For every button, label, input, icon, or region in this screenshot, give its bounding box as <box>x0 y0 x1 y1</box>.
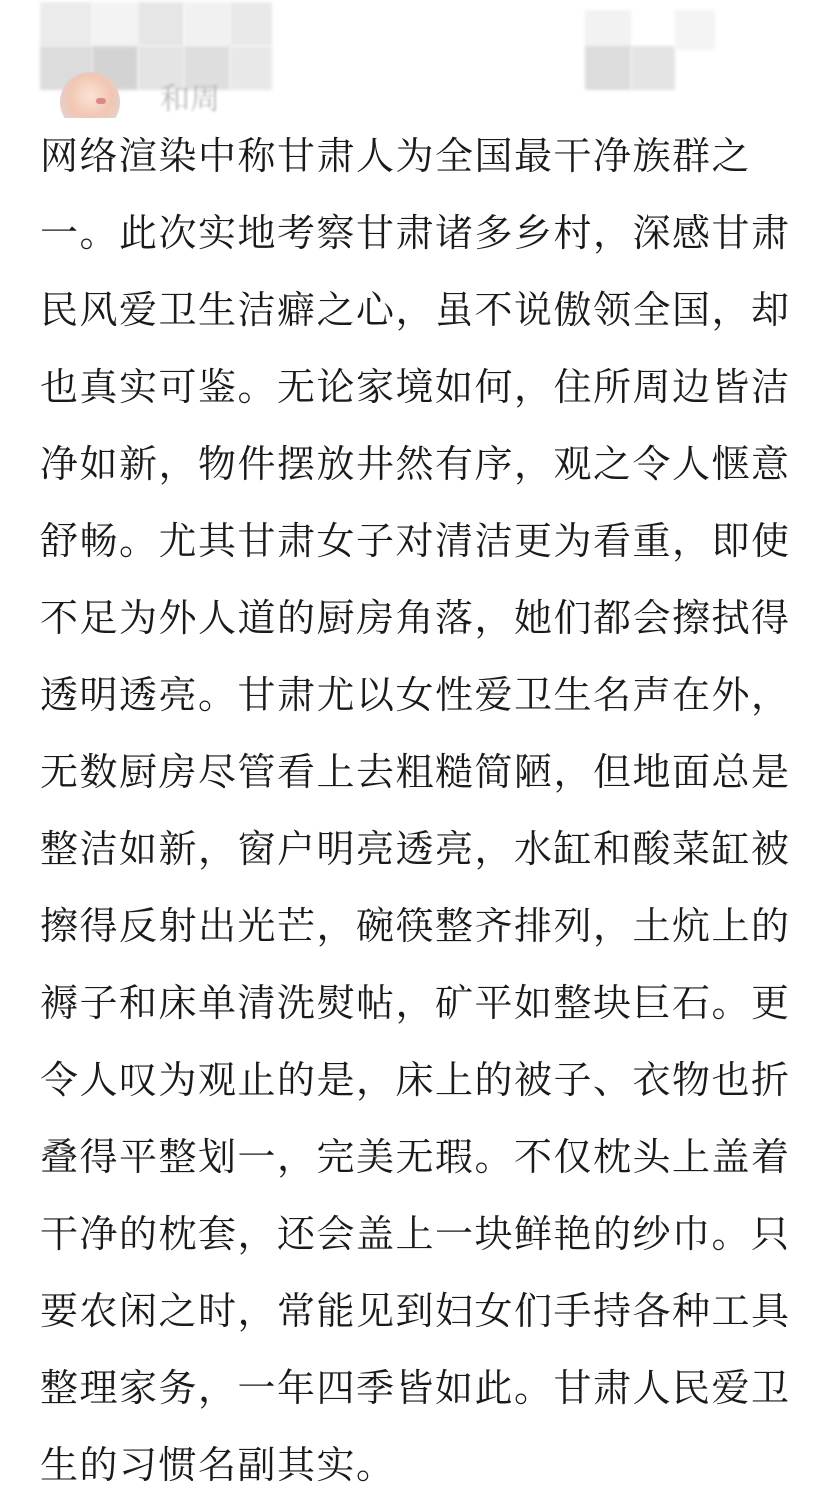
mosaic-block <box>585 46 631 90</box>
avatar-detail <box>96 98 106 104</box>
mosaic-block <box>230 46 272 90</box>
mosaic-block <box>92 2 138 46</box>
mosaic-block <box>184 2 230 46</box>
mosaic-block <box>675 10 715 50</box>
author-name[interactable]: 和周 <box>160 82 220 117</box>
post-body-text: 网络渲染中称甘肃人为全国最干净族群之一。此次实地考察甘肃诸多乡村，深感甘肃民风爱卫生洁癖之心，虽不说傲领全国，却也真实可鉴。无论家境如何，住所周边皆洁净如新，物件摆放井然有序，观之令人惬意舒畅。尤其甘肃女子对清洁更为看重，即使不足为外人道的厨房角落，她们都会擦拭得透明透亮。甘肃尤以女性爱卫生名声在外，无数厨房尽管看上去粗糙简陋，但地面总是整洁如新，窗户明亮透亮，水缸和酸菜缸被擦得反射出光芒，碗筷整齐排列，土炕上的褥子和床单清洗熨帖，矿平如整块巨石。更令人叹为观止的是，床上的被子、衣物也折叠得平整划一，完美无瑕。不仅枕头上盖着干净的枕套，还会盖上一块鲜艳的纱巾。只要农闲之时，常能见到妇女们手持各种工具整理家务，一年四季皆如此。甘肃人民爱卫生的习惯名副其实。 <box>40 134 791 1487</box>
mosaic-block <box>585 10 631 50</box>
mosaic-block <box>40 2 92 46</box>
mosaic-block <box>138 2 184 46</box>
mosaic-block <box>230 2 272 46</box>
mosaic-block <box>631 46 675 90</box>
post-header <box>0 0 840 118</box>
